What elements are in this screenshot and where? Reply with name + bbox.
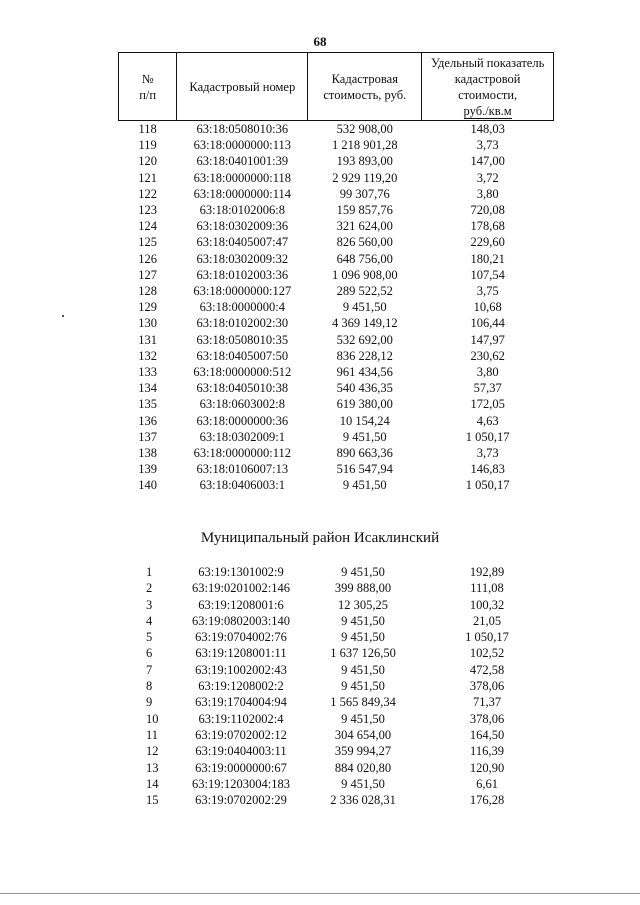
cadastral-value: 399 888,00: [334, 581, 392, 596]
specific-value: 1 050,17: [465, 478, 510, 493]
cadastral-value: 289 522,52: [336, 284, 393, 299]
cadastral-value: 12 305,25: [338, 597, 388, 612]
section-title: Муниципальный район Исаклинский: [200, 530, 440, 546]
cadastral-value: 540 436,35: [336, 381, 393, 396]
cadastral-number: 63:18:0000000:112: [193, 446, 292, 461]
table-row: [118, 776, 554, 792]
scan-speck: [62, 315, 64, 317]
cadastral-number: 63:19:1208001:11: [195, 646, 287, 661]
header-cadastral-value: Кадастровая стоимость, руб.: [308, 53, 422, 121]
cadastral-number: 63:19:0404003:11: [195, 744, 287, 759]
row-number: 4: [146, 613, 153, 628]
table-row: [118, 613, 554, 629]
cadastral-number: 63:19:1203004:183: [192, 776, 290, 791]
cadastral-value: 9 451,50: [341, 776, 385, 791]
specific-value: 147,00: [470, 154, 505, 169]
cadastral-number: 63:18:0000000:512: [193, 365, 292, 380]
specific-value: 102,52: [469, 646, 505, 661]
table-row: [118, 727, 554, 743]
page-number: 68: [313, 34, 327, 49]
row-number: 132: [138, 348, 158, 363]
specific-value: 378,06: [469, 711, 505, 726]
table-row: [118, 645, 554, 661]
cadastral-value: 884 020,80: [334, 760, 392, 775]
cadastral-number: 63:18:0102006:8: [199, 203, 286, 218]
table-row: [118, 760, 554, 776]
specific-value: 10,68: [473, 300, 502, 315]
cadastral-number: 63:18:0405007:47: [196, 235, 289, 250]
cadastral-value: 1 218 901,28: [331, 138, 398, 153]
cadastral-value: 1 096 908,00: [331, 267, 398, 282]
row-number: 120: [138, 154, 158, 169]
cadastral-number: 63:19:0802003:140: [192, 613, 290, 628]
table-body-isaklinsky: [118, 564, 554, 808]
cadastral-number: 63:18:0603002:8: [199, 397, 286, 412]
row-number: 10: [146, 711, 159, 726]
row-number: 138: [138, 446, 158, 461]
specific-value: 172,05: [470, 397, 505, 412]
cadastral-value: 321 624,00: [336, 219, 393, 234]
specific-value: 21,05: [472, 613, 502, 628]
header-specific-value: [422, 53, 554, 121]
table-row: [119, 380, 554, 396]
cadastral-number: 63:18:0405010:38: [196, 381, 289, 396]
cadastral-value: 961 434,56: [336, 365, 393, 380]
row-number: 127: [138, 267, 158, 282]
cadastral-value: 1 637 126,50: [330, 646, 396, 661]
specific-value: 1 050,17: [465, 630, 509, 645]
row-number: 124: [138, 219, 158, 234]
row-number: 139: [138, 462, 158, 477]
table-row: [119, 218, 554, 234]
cadastral-number: 63:18:0405007:50: [196, 348, 289, 363]
row-number: 2: [146, 581, 153, 596]
table-row: [119, 364, 554, 380]
cadastral-number: 63:18:0508010:35: [196, 332, 289, 347]
specific-value: 180,21: [470, 251, 505, 266]
cadastral-value: 890 663,36: [336, 446, 393, 461]
cadastral-number: 63:18:0000000:127: [193, 284, 292, 299]
row-number: 1: [146, 565, 153, 579]
row-number: 123: [138, 203, 158, 218]
row-number: 14: [146, 776, 159, 791]
cadastral-value: 99 307,76: [339, 186, 390, 201]
specific-value: 176,28: [469, 793, 505, 808]
cadastral-number: 63:18:0406003:1: [199, 478, 286, 493]
row-number: 134: [138, 381, 158, 396]
header-specific-unit: руб./кв.м: [463, 104, 512, 118]
specific-value: 148,03: [470, 122, 505, 136]
row-number: 121: [138, 170, 158, 185]
cadastral-value: 304 654,00: [334, 727, 392, 742]
cadastral-table-isaklinsky: [118, 564, 554, 808]
cadastral-value: 9 451,50: [342, 478, 387, 493]
specific-value: 1 050,17: [465, 429, 510, 444]
table-row: [119, 396, 554, 412]
cadastral-value: 516 547,94: [336, 462, 393, 477]
table-row: [119, 170, 554, 186]
specific-value: 164,50: [469, 727, 505, 742]
row-number: 3: [146, 597, 153, 612]
cadastral-number: 63:18:0401001:39: [196, 154, 289, 169]
row-number: 129: [138, 300, 158, 315]
cadastral-value: 9 451,50: [341, 679, 385, 694]
table-row: [119, 234, 554, 250]
cadastral-number: 63:18:0000000:36: [196, 413, 289, 428]
specific-value: 146,83: [470, 462, 505, 477]
cadastral-number: 63:18:0000000:113: [193, 138, 292, 153]
row-number: 118: [138, 122, 157, 136]
specific-value: 230,62: [470, 348, 505, 363]
cadastral-number: 63:18:0000000:114: [193, 186, 292, 201]
table-row: [119, 202, 554, 218]
table-row: [118, 597, 554, 613]
row-number: 140: [138, 478, 158, 493]
cadastral-value: 193 893,00: [336, 154, 393, 169]
table-row: [119, 186, 554, 202]
cadastral-number: 63:19:1208002:2: [198, 679, 284, 694]
scan-edge-line: [0, 893, 640, 894]
cadastral-number: 63:18:0302009:32: [196, 251, 289, 266]
row-number: 130: [138, 316, 158, 331]
row-number: 136: [138, 413, 158, 428]
cadastral-value: 9 451,50: [341, 630, 385, 645]
header-num: № п/п: [119, 53, 177, 121]
cadastral-number: 63:19:1002002:43: [195, 662, 287, 677]
cadastral-value: 532 908,00: [336, 122, 393, 136]
cadastral-value: 648 756,00: [336, 251, 393, 266]
cadastral-number: 63:19:0000000:67: [195, 760, 287, 775]
row-number: 119: [138, 138, 157, 153]
cadastral-value: 2 929 119,20: [332, 170, 398, 185]
specific-value: 472,58: [469, 662, 505, 677]
specific-value: 3,73: [476, 446, 499, 461]
specific-value: 111,08: [470, 581, 504, 596]
row-number: 131: [138, 332, 158, 347]
cadastral-table-district-18: [118, 52, 554, 494]
specific-value: 178,68: [470, 219, 505, 234]
cadastral-value: 532 692,00: [336, 332, 393, 347]
table-row: [118, 662, 554, 678]
row-number: 5: [146, 630, 153, 645]
table-row: [118, 629, 554, 645]
specific-value: 107,54: [470, 267, 505, 282]
specific-value: 3,80: [476, 365, 499, 380]
cadastral-value: 4 369 149,12: [331, 316, 398, 331]
table-body-district-18: [119, 121, 554, 494]
table-row: [119, 299, 554, 315]
row-number: 7: [146, 662, 153, 677]
table-row: [118, 743, 554, 759]
row-number: 9: [146, 695, 153, 710]
table-header-row: [119, 53, 554, 121]
cadastral-value: 619 380,00: [336, 397, 393, 412]
table-row: [119, 332, 554, 348]
specific-value: 720,08: [470, 203, 505, 218]
table-row: [118, 711, 554, 727]
cadastral-value: 9 451,50: [342, 429, 387, 444]
cadastral-number: 63:19:0704002:76: [195, 630, 287, 645]
row-number: 6: [146, 646, 153, 661]
cadastral-number: 63:18:0302009:36: [196, 219, 289, 234]
table-row: [118, 564, 554, 580]
table-row: [119, 283, 554, 299]
specific-value: 147,97: [470, 332, 505, 347]
cadastral-number: 63:18:0000000:118: [193, 170, 292, 185]
cadastral-value: 159 857,76: [336, 203, 393, 218]
specific-value: 71,37: [472, 695, 502, 710]
table-row: [119, 445, 554, 461]
row-number: 126: [138, 251, 158, 266]
row-number: 15: [146, 793, 159, 808]
table-row: [119, 267, 554, 283]
cadastral-value: 9 451,50: [341, 711, 385, 726]
table-row: [118, 678, 554, 694]
table-row: [119, 348, 554, 364]
cadastral-number: 63:19:0702002:29: [195, 793, 287, 808]
cadastral-number: 63:18:0000000:4: [199, 300, 286, 315]
row-number: 11: [146, 727, 159, 742]
cadastral-value: 9 451,50: [342, 300, 387, 315]
specific-value: 6,61: [476, 776, 498, 791]
header-cadastral-number: Кадастровый номер: [177, 53, 308, 121]
specific-value: 106,44: [470, 316, 505, 331]
cadastral-number: 63:19:0201002:146: [192, 581, 290, 596]
row-number: 137: [138, 429, 158, 444]
cadastral-number: 63:18:0102003:36: [196, 267, 289, 282]
table-row: [119, 121, 554, 138]
specific-value: 3,80: [476, 186, 499, 201]
table-row: [119, 461, 554, 477]
table-row: [118, 694, 554, 710]
specific-value: 378,06: [469, 679, 505, 694]
row-number: 135: [138, 397, 158, 412]
cadastral-value: 2 336 028,31: [330, 793, 396, 808]
row-number: 128: [138, 284, 158, 299]
table-row: [118, 580, 554, 596]
table-row: [119, 251, 554, 267]
row-number: 13: [146, 760, 159, 775]
specific-value: 3,75: [476, 284, 499, 299]
specific-value: 3,72: [476, 170, 499, 185]
cadastral-number: 63:19:1704004:94: [195, 695, 287, 710]
table-row: [118, 792, 554, 808]
cadastral-number: 63:18:0302009:1: [199, 429, 286, 444]
cadastral-value: 1 565 849,34: [330, 695, 396, 710]
cadastral-number: 63:18:0102002:30: [196, 316, 289, 331]
cadastral-number: 63:19:1301002:9: [198, 565, 284, 579]
specific-value: 116,39: [470, 744, 504, 759]
specific-value: 192,89: [469, 565, 505, 579]
table-row: [119, 413, 554, 429]
table-row: [119, 477, 554, 493]
row-number: 133: [138, 365, 158, 380]
row-number: 125: [138, 235, 158, 250]
cadastral-number: 63:18:0508010:36: [196, 122, 289, 136]
specific-value: 4,63: [476, 413, 499, 428]
cadastral-value: 9 451,50: [341, 565, 385, 579]
row-number: 8: [146, 679, 153, 694]
table-row: [119, 137, 554, 153]
cadastral-number: 63:19:0702002:12: [195, 727, 287, 742]
cadastral-value: 836 228,12: [336, 348, 393, 363]
row-number: 122: [138, 186, 158, 201]
cadastral-value: 9 451,50: [341, 662, 385, 677]
table-row: [119, 315, 554, 331]
cadastral-value: 826 560,00: [336, 235, 393, 250]
specific-value: 229,60: [470, 235, 505, 250]
specific-value: 57,37: [473, 381, 502, 396]
row-number: 12: [146, 744, 159, 759]
cadastral-number: 63:18:0106007:13: [196, 462, 289, 477]
table-row: [119, 429, 554, 445]
cadastral-value: 359 994,27: [334, 744, 392, 759]
specific-value: 120,90: [469, 760, 505, 775]
header-specific-text: Удельный показатель кадастровой стоимости,: [430, 56, 545, 102]
specific-value: 3,73: [476, 138, 499, 153]
specific-value: 100,32: [469, 597, 505, 612]
cadastral-number: 63:19:1102002:4: [198, 711, 284, 726]
cadastral-value: 9 451,50: [341, 613, 385, 628]
cadastral-number: 63:19:1208001:6: [198, 597, 284, 612]
cadastral-value: 10 154,24: [339, 413, 390, 428]
table-row: [119, 153, 554, 169]
